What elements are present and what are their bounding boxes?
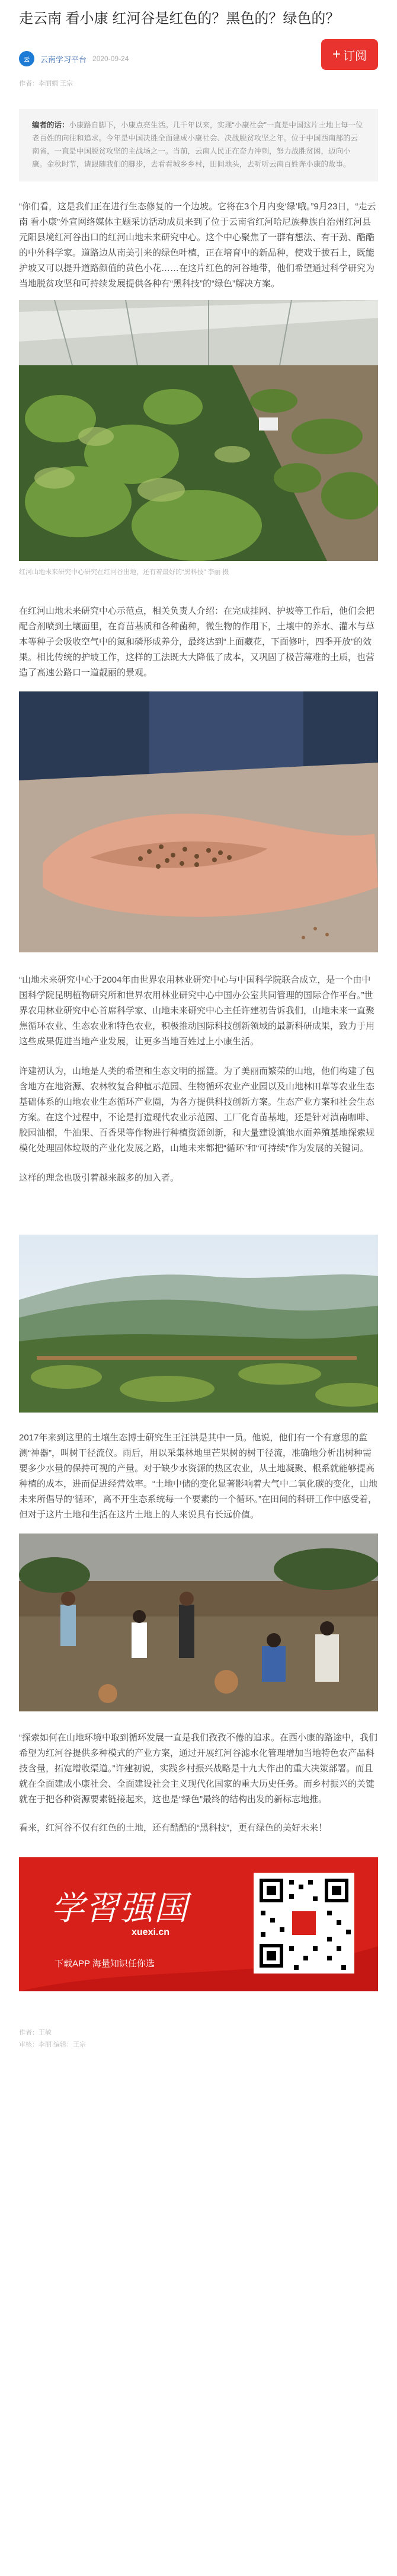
summary-label: 编者的话： bbox=[32, 121, 69, 129]
source-name[interactable]: 云南学习平台 bbox=[40, 55, 87, 64]
article-photo-landscape bbox=[19, 1235, 378, 1413]
app-download-banner[interactable] bbox=[19, 1857, 378, 1991]
article-photo-team bbox=[19, 1534, 378, 1711]
editor-summary bbox=[19, 109, 378, 181]
paragraph: “探索如何在山地环境中取到循环发展一直是我们孜孜不倦的追求。在西小康的路途中，我们希望为红河谷提供多种模式的产业方案，通过开展红河谷滤水化管理增加当地特色农产品科技含量，拓宽增收渠道。”许建初说，实践乡村振兴战略是十九大作出的重大决策部署。而且就在全面建成小康社会、全面建设社会主义现代化国家的重大历史任务。而乡村振兴的关键就在于把各种资源要素链接起来，这也是“绿色”最终的结构出发的新标志地推。 bbox=[19, 1733, 377, 1805]
footer-editor: 作者：王敏 bbox=[19, 2029, 52, 2036]
paragraph: “山地未来研究中心于2004年由世界农用林业研究中心与中国科学院联合成立，是一个由中国科学院昆明植物研究所和世界农用林业研究中心中国办公室共同管理的国际合作平台。”世界农用林业研究中心首席科学家、山地未来研究中心主任许建初告诉我们，山地未来一直聚焦循环农业、生态农业和特色农业，积极推动国际科技创新领域的最新科研成果，致力于用这些成果促进当地产业发展，让更多当地百姓过上小康生活。 bbox=[19, 975, 375, 1047]
subscribe-label: 订阅 bbox=[343, 49, 367, 63]
paragraph: 看来，红河谷不仅有红色的土地，还有酷酷的“黑科技”，更有绿色的美好未来！ bbox=[19, 1823, 327, 1833]
xuexi-logo: 学習强国 bbox=[51, 1889, 188, 1928]
paragraph: 在红河山地未来研究中心示范点，相关负责人介绍：在完成挂网、护坡等工作后，他们会把配合剂喷到土壤面里，在育苗基质和各种菌种，微生物的作用下，土壤中的养水、灌木与草本等种子会吸收空气中的氮和磷形成养分，最终达到“上面藏花，下面修叶，四季开放”的效果。相比传统的护坡工作，这样的工法既大大降低了成本，又巩固了极苦薄难的土质，也营造了高速公路口一道靓丽的景观。 bbox=[19, 606, 375, 678]
banner-slogan: 下载APP 海量知识任你选 bbox=[55, 1959, 155, 1969]
article-page bbox=[19, 0, 378, 2051]
paragraph: 这样的理念也吸引着越来越多的加入者。 bbox=[19, 1173, 180, 1183]
paragraph: “你们看，这是我们正在进行生态修复的一个边坡。它将在3个月内变‘绿’哦。”9月23日，“走云南 看小康”外宣网络媒体主题采访活动成员来到了位于云南省红河哈尼族彝族自治州红河县元阳县境红河谷出口的红河山地未来研究中心。这个中心聚焦了一群有想法、有干劲、酷酷的中外科学家。道路边从南美引来的绿色叶植，正在培育中的新品种，使戏于拔石上，既能护坡又可以提升道路颜值的黄色小花……在这片红色的河谷地带，他们希望通过科学研究为当地脱贫攻坚和可持续发展提供各种有“黑科技”的“绿色”解决方案。 bbox=[19, 202, 376, 289]
article-title: 走云南 看小康 红河谷是红色的？黑色的？绿色的？ bbox=[19, 11, 340, 27]
author-line: 作者：李丽娟 王宗 bbox=[19, 80, 73, 87]
xuexi-site: xuexi.cn bbox=[132, 1927, 170, 1937]
subscribe-button[interactable] bbox=[321, 39, 378, 70]
paragraph: 许建初认为，山地是人类的希望和生态文明的摇篮。为了美丽而繁荣的山地，他们构建了包含地方在地资源、农林牧复合种植示范园、生物循环农业产业园以及山地林田草等农业生态基础体系的山地农业生态循环产业圈，为各方提供科技创新方案。生态产业方案和社会生态方案。在这个过程中，不论是打造现代农业示范园、工厂化育苗基地，还是针对滇南咖啡、胶园油榴，牛油果、百香果等作物进行种植资源创新，和大量建设滇池水面养殖基地探索规模化处理固体垃圾的产业化发展之路，山地未来都把“循环”和“可持续”作为发展的关键词。 bbox=[19, 1066, 375, 1153]
article-photo-seeds bbox=[19, 691, 378, 952]
summary-text: 小康路自脚下，小康点亮生活。几千年以来，实现“小康社会”一直是中国这片土地上每一位老百姓的向往和追求。今年是中国决胜全面建成小康社会、决战脱贫攻坚之年。位于中国西南部的云南省，一直是中国脱贫攻坚的主战场之一。当前，云南人民正在奋力冲刺，努力战胜贫困，迈向小康。金秋时节，请跟随我们的脚步，去看看城乡乡村，田间地头，去听听云南百姓奔小康的故事。 bbox=[32, 121, 363, 168]
publish-date: 2020-09-24 bbox=[92, 55, 129, 63]
footer-reviewer: 审核：李丽 编辑：王宗 bbox=[19, 2041, 87, 2048]
article-photo-greenhouse bbox=[19, 300, 378, 561]
qr-code bbox=[254, 1873, 354, 1974]
plus-icon: + bbox=[332, 46, 341, 62]
photo-caption: 红河山地未来研究中心研究在红河谷出地，还有着最好的“黑科技” 李丽 摄 bbox=[19, 569, 229, 576]
paragraph: 2017年来到这里的土壤生态博士研究生王汪洪是其中一员。他说，他们有一个有意思的监测“神器”，叫树干径流仪。雨后，用以采集林地里芒果树的树干径流，准确地分析出树种需要多少水量的保持可视的产量。对于缺少水资源的热区农业，从土地凝聚、根系就能够提高种植的成本，进而促进经营效率。“土地中储的变化显著影响着大气中二氧化碳的变化，山地未来所倡导的‘循环’，离不开生态系统每一个要素的一个循环。”在田间的科研工作中感受着，但对于这片土地和生活在这片土地上的人来说具有长远价值。 bbox=[19, 1433, 377, 1520]
source-avatar[interactable]: 云 bbox=[19, 51, 34, 66]
